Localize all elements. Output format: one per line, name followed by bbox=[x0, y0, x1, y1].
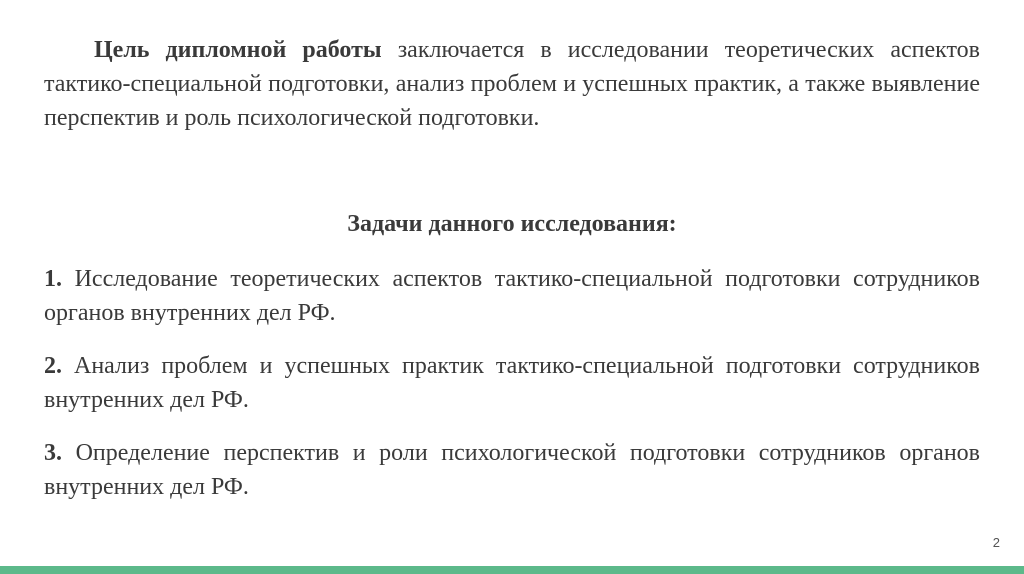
tasks-heading: Задачи данного исследования: bbox=[347, 211, 677, 237]
task-item-2 bbox=[44, 349, 980, 417]
task-text: Анализ проблем и успешных практик тактико-специальной подготовки сотрудников внутренних дел РФ. bbox=[44, 353, 980, 413]
task-number: 3. bbox=[44, 440, 62, 466]
task-item-3 bbox=[44, 436, 980, 504]
task-number: 1. bbox=[44, 266, 62, 292]
goal-paragraph bbox=[44, 33, 980, 135]
page-number: 2 bbox=[992, 535, 1000, 550]
goal-text: заключается в исследовании теоретических аспектов тактико-специальной подготовки, анализ проблем и успешных практик, а также выявление перспектив и роль психологической подготовки. bbox=[44, 37, 980, 131]
task-item-1 bbox=[44, 262, 980, 330]
footer-accent-bar bbox=[0, 566, 1024, 574]
task-number: 2. bbox=[44, 353, 62, 379]
task-text: Определение перспектив и роли психологической подготовки сотрудников органов внутренних дел РФ. bbox=[44, 440, 980, 500]
goal-label: Цель дипломной работы bbox=[94, 37, 382, 63]
task-text: Исследование теоретических аспектов тактико-специальной подготовки сотрудников органов внутренних дел РФ. bbox=[44, 266, 980, 326]
